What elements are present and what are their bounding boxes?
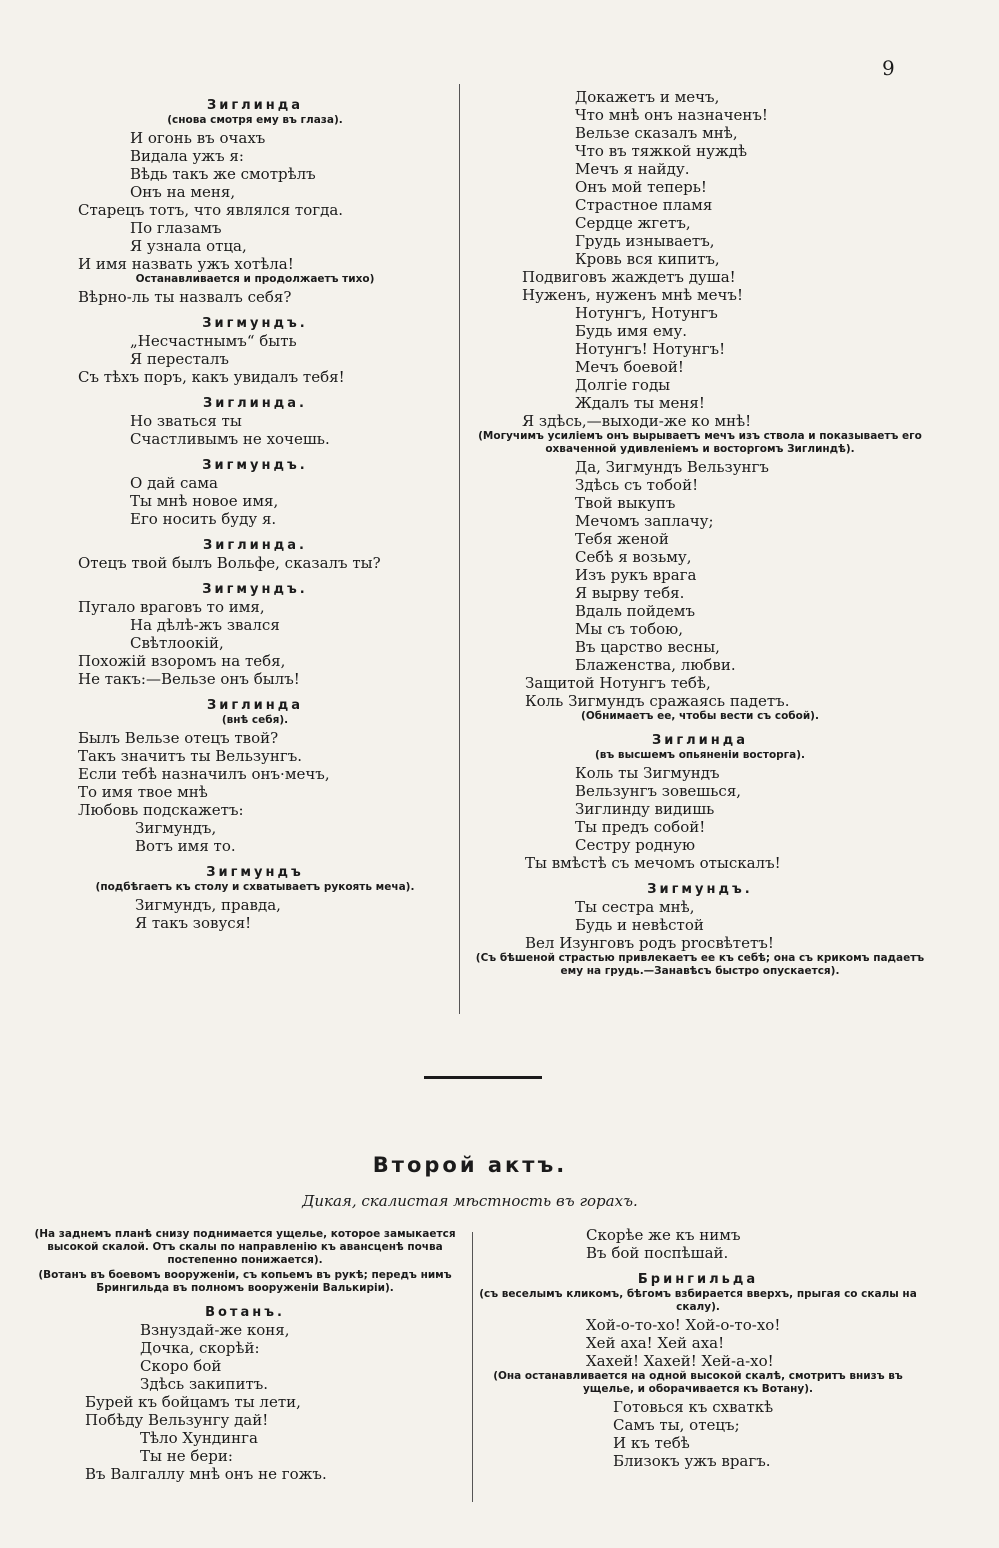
- act-subtitle: Дикая, скалистая мѣстность въ горахъ.: [302, 1192, 638, 1210]
- verse-line: И имя назвать ужъ хотѣла!: [78, 255, 294, 273]
- verse-line: Защитой Нотунгъ тебѣ,: [525, 674, 711, 692]
- verse-line: Въ бой поспѣшай.: [586, 1244, 729, 1262]
- verse-line: Вотъ имя то.: [135, 837, 236, 855]
- verse-line: Сестру родную: [575, 836, 695, 854]
- stage-direction: (Обнимаетъ ее, чтобы вести съ собой).: [581, 710, 819, 722]
- verse-line: Счастливымъ не хочешь.: [130, 430, 330, 448]
- verse-line: Коль Зигмундъ сражаясь падетъ.: [525, 692, 790, 710]
- verse-line: Мы съ тобою,: [575, 620, 683, 638]
- stage-direction: Останавливается и продолжаетъ тихо): [135, 273, 375, 285]
- stage-direction: (внѣ себя).: [221, 714, 289, 726]
- verse-line: По глазамъ: [130, 219, 222, 237]
- verse-line: Видала ужъ я:: [130, 147, 244, 165]
- verse-line: Пугало враговъ то имя,: [78, 598, 265, 616]
- verse-line: Но зваться ты: [130, 412, 242, 430]
- stage-direction: (Она останавливается на одной высокой скалѣ, смотритъ внизъ въ ущелье, и оборачивается къ Вотану).: [493, 1370, 903, 1395]
- verse-line: Докажетъ и мечъ,: [575, 88, 720, 106]
- verse-line: Вдаль пойдемъ: [575, 602, 696, 620]
- verse-line: Въ Валгаллу мнѣ онъ не гожъ.: [85, 1465, 327, 1483]
- verse-line: Зиглинду видишь: [575, 800, 715, 818]
- verse-line: Я пересталъ: [130, 350, 229, 368]
- left-column-bottom: [30, 1228, 460, 1483]
- stage-direction: (снова смотря ему въ глаза).: [167, 114, 343, 126]
- verse-line: Зигмундъ,: [135, 819, 217, 837]
- verse-line: Нотунгъ, Нотунгъ: [575, 304, 718, 322]
- verse-line: Его носить буду я.: [130, 510, 277, 528]
- verse-line: Ждалъ ты меня!: [575, 394, 705, 412]
- verse-line: Себѣ я возьму,: [575, 548, 692, 566]
- verse-line: Вел Изунговъ родъ procвѣтетъ!: [525, 934, 774, 952]
- verse-line: Хей аха! Хей аха!: [586, 1334, 725, 1352]
- speaker-name: Зиглинда: [206, 98, 304, 113]
- verse-line: Мечомъ заплачу;: [575, 512, 714, 530]
- verse-line: Вельзе сказалъ мнѣ,: [575, 124, 738, 142]
- verse-line: Кровь вся кипитъ,: [575, 250, 720, 268]
- stage-direction: (На заднемъ планѣ снизу поднимается ущелье, которое замыкается высокой скалой. Отъ скалы по направленію къ авансценѣ почва постепенно понижается).: [34, 1228, 456, 1266]
- verse-line: Подвиговъ жаждетъ душа!: [522, 268, 736, 286]
- verse-line: Хой-о-то-хо! Хой-о-то-хо!: [586, 1316, 781, 1334]
- verse-line: О дай сама: [130, 474, 218, 492]
- stage-direction: (Вотанъ въ боевомъ вооруженіи, съ копьемъ въ рукѣ; передъ нимъ Брингильда въ полномъ вооруженіи Валькиріи).: [38, 1269, 452, 1294]
- verse-line: Вѣдь такъ же смотрѣлъ: [130, 165, 316, 183]
- verse-line: Ты вмѣстѣ съ мечомъ отыскалъ!: [525, 854, 781, 872]
- verse-line: Долгіе годы: [575, 376, 671, 394]
- verse-line: То имя твое мнѣ: [78, 783, 208, 801]
- verse-line: Тѣло Хундинга: [140, 1429, 258, 1447]
- speaker-name: Брингильда: [637, 1272, 759, 1287]
- verse-line: Готовься къ схваткѣ: [613, 1398, 774, 1416]
- verse-line: Былъ Вельзе отецъ твой?: [78, 729, 279, 747]
- verse-line: Будь и невѣстой: [575, 916, 704, 934]
- verse-line: Побѣду Вельзунгу дай!: [85, 1411, 269, 1429]
- verse-line: Тебя женой: [575, 530, 669, 548]
- verse-line: Сердце жгетъ,: [575, 214, 691, 232]
- verse-line: Самъ ты, отецъ;: [613, 1416, 740, 1434]
- page-number: 9: [882, 56, 895, 80]
- stage-direction: (подбѣгаетъ къ столу и схватываетъ рукоять меча).: [95, 881, 415, 893]
- right-column-bottom: [478, 1226, 918, 1470]
- verse-line: Мечъ боевой!: [575, 358, 684, 376]
- verse-line: Ты сестра мнѣ,: [575, 898, 695, 916]
- stage-direction: (Съ бѣшеной страстью привлекаетъ ее къ себѣ; она съ крикомъ падаетъ ему на грудь.—Занавѣсъ быстро опускается).: [475, 952, 925, 977]
- verse-line: Да, Зигмундъ Вельзунгъ: [575, 458, 769, 476]
- verse-line: Что въ тяжкой нуждѣ: [575, 142, 748, 160]
- verse-line: Здѣсь закипитъ.: [140, 1375, 269, 1393]
- verse-line: Въ царство весны,: [575, 638, 720, 656]
- verse-line: Если тебѣ назначилъ онъ·мечъ,: [78, 765, 330, 783]
- speaker-name: Зиглинда.: [203, 396, 307, 411]
- speaker-name: Зигмундъ.: [202, 582, 308, 597]
- verse-line: Блаженства, любви.: [575, 656, 736, 674]
- speaker-name: Зигмундъ: [206, 865, 304, 880]
- stage-direction: (въ высшемъ опьяненіи восторга).: [594, 749, 806, 761]
- stage-direction: (съ веселымъ кликомъ, бѣгомъ взбирается вверхъ, прыгая со скалы на скалу).: [479, 1288, 917, 1313]
- verse-line: Вѣрно-ль ты назвалъ себя?: [78, 288, 292, 306]
- verse-line: Бурей къ бойцамъ ты лети,: [85, 1393, 301, 1411]
- act-title: Второй актъ.: [372, 1153, 568, 1177]
- verse-line: И огонь въ очахъ: [130, 129, 266, 147]
- verse-line: Я здѣсь,—выходи-же ко мнѣ!: [522, 412, 752, 430]
- verse-line: Онъ на меня,: [130, 183, 236, 201]
- verse-line: На дѣлѣ-жъ звался: [130, 616, 280, 634]
- speaker-name: Зиглинда: [206, 698, 304, 713]
- column-divider: [459, 84, 460, 1014]
- verse-line: Страстное пламя: [575, 196, 713, 214]
- verse-line: Похожій взоромъ на тебя,: [78, 652, 286, 670]
- column-divider-bottom: [472, 1232, 473, 1502]
- stage-direction: (Могучимъ усиліемъ онъ вырываетъ мечъ изъ ствола и показываетъ его охваченной удивленіемъ и восторгомъ Зиглиндѣ).: [478, 430, 922, 455]
- speaker-name: Вотанъ.: [205, 1305, 285, 1320]
- left-column-top: [60, 88, 450, 932]
- verse-line: Отецъ твой былъ Вольфе, сказалъ ты?: [78, 554, 381, 572]
- verse-line: Будь имя ему.: [575, 322, 688, 340]
- verse-line: Я такъ зовуся!: [135, 914, 252, 932]
- section-divider: [424, 1076, 542, 1079]
- speaker-name: Зиглинда: [651, 733, 749, 748]
- verse-line: Твой выкупъ: [575, 494, 676, 512]
- verse-line: Ты мнѣ новое имя,: [130, 492, 279, 510]
- verse-line: Я вырву тебя.: [575, 584, 685, 602]
- verse-line: Вельзунгъ зовешься,: [575, 782, 742, 800]
- verse-line: Нотунгъ! Нотунгъ!: [575, 340, 726, 358]
- speaker-name: Зиглинда.: [203, 538, 307, 553]
- verse-line: Ты предъ собой!: [575, 818, 706, 836]
- verse-line: Ты не бери:: [140, 1447, 233, 1465]
- speaker-name: Зигмундъ.: [647, 882, 753, 897]
- right-column-top: [470, 88, 930, 980]
- verse-line: И къ тебѣ: [613, 1434, 690, 1452]
- verse-line: Хахей! Хахей! Хей-а-хо!: [586, 1352, 774, 1370]
- verse-line: Я узнала отца,: [130, 237, 247, 255]
- verse-line: Свѣтлоокій,: [130, 634, 224, 652]
- verse-line: Съ тѣхъ поръ, какъ увидалъ тебя!: [78, 368, 345, 386]
- verse-line: Старецъ тотъ, что являлся тогда.: [78, 201, 344, 219]
- verse-line: „Несчастнымъ“ быть: [130, 332, 297, 350]
- verse-line: Дочка, скорѣй:: [140, 1339, 260, 1357]
- verse-line: Что мнѣ онъ назначенъ!: [575, 106, 768, 124]
- verse-line: Взнуздай-же коня,: [140, 1321, 290, 1339]
- verse-line: Близокъ ужъ врагъ.: [613, 1452, 771, 1470]
- verse-line: Такъ значитъ ты Вельзунгъ.: [78, 747, 303, 765]
- verse-line: Коль ты Зигмундъ: [575, 764, 720, 782]
- verse-line: Зигмундъ, правда,: [135, 896, 281, 914]
- verse-line: Изъ рукъ врага: [575, 566, 697, 584]
- verse-line: Мечъ я найду.: [575, 160, 690, 178]
- verse-line: Грудь изнываетъ,: [575, 232, 715, 250]
- verse-line: Не такъ:—Вельзе онъ былъ!: [78, 670, 300, 688]
- verse-line: Онъ мой теперь!: [575, 178, 707, 196]
- verse-line: Скоро бой: [140, 1357, 222, 1375]
- verse-line: Нуженъ, нуженъ мнѣ мечъ!: [522, 286, 743, 304]
- speaker-name: Зигмундъ.: [202, 316, 308, 331]
- speaker-name: Зигмундъ.: [202, 458, 308, 473]
- verse-line: Здѣсь съ тобой!: [575, 476, 699, 494]
- verse-line: Скорѣе же къ нимъ: [586, 1226, 741, 1244]
- verse-line: Любовь подскажетъ:: [78, 801, 244, 819]
